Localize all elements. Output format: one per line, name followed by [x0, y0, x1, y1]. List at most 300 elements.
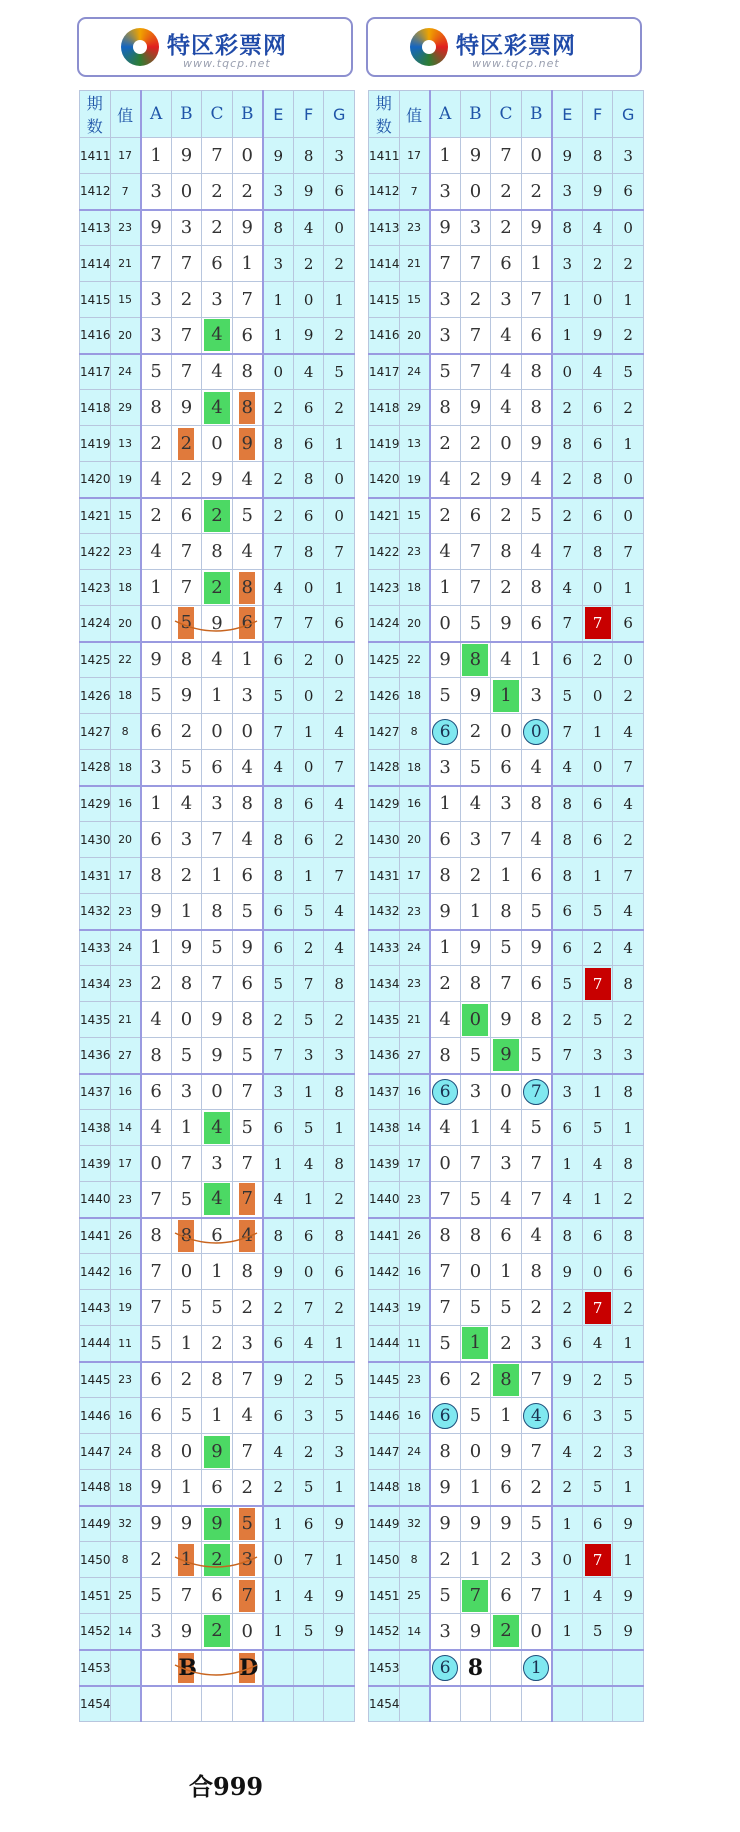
table-row [80, 714, 355, 750]
digit-value: 4 [241, 829, 253, 850]
extra-digit-value: 2 [562, 470, 573, 489]
extra-digit-cell [613, 1686, 644, 1722]
extra-digit-cell [263, 210, 294, 246]
extra-digit-value: 1 [273, 1514, 284, 1533]
extra-digit-value: 1 [623, 1118, 633, 1137]
digit-value: 1 [439, 145, 451, 166]
digit-cell [232, 210, 263, 246]
extra-digit-value: 7 [562, 1046, 573, 1065]
extra-digit-cell [324, 174, 355, 210]
sum-value-cell: 15 [399, 498, 430, 534]
extra-digit-cell [263, 354, 294, 390]
digit-cell [491, 282, 522, 318]
extra-digit-value: 6 [334, 1262, 344, 1281]
digit-value: 3 [241, 1332, 253, 1354]
extra-digit-value: 1 [623, 290, 633, 309]
extra-digit-cell [613, 1614, 644, 1650]
digit-cell [202, 1578, 233, 1614]
extra-digit-cell [552, 1506, 583, 1542]
digit-cell [430, 1254, 461, 1290]
extra-digit-cell [552, 498, 583, 534]
digit-value: 2 [530, 180, 542, 202]
digit-cell [171, 246, 202, 282]
extra-digit-value: 7 [334, 758, 344, 777]
digit-cell [202, 894, 233, 930]
digit-cell [141, 210, 172, 246]
extra-digit-cell [324, 858, 355, 894]
digit-value: 3 [211, 1153, 223, 1174]
table-row [369, 1002, 644, 1038]
extra-digit-value: 2 [334, 1298, 344, 1317]
sum-value-cell: 25 [399, 1578, 430, 1614]
digit-cell [460, 318, 491, 354]
extra-digit-value: 0 [303, 686, 314, 705]
table-row [80, 1470, 355, 1506]
table-row [369, 174, 644, 210]
digit-value: 2 [241, 1476, 253, 1498]
digit-value: 2 [211, 217, 223, 239]
digit-value: 6 [530, 612, 542, 634]
extra-digit-cell [293, 390, 324, 426]
digit-value: 9 [211, 612, 223, 634]
orange-highlight-digit: 8 [178, 1220, 194, 1252]
extra-digit-cell [263, 426, 294, 462]
table-row [369, 1578, 644, 1614]
extra-digit-value: 9 [334, 1514, 344, 1533]
period-cell: 1431 [369, 858, 400, 894]
sum-value-cell: 26 [399, 1218, 430, 1254]
sum-value-cell: 20 [399, 318, 430, 354]
extra-digit-value: 1 [592, 1082, 603, 1101]
extra-digit-cell [613, 1470, 644, 1506]
extra-digit-value: 4 [562, 578, 573, 597]
digit-cell [491, 174, 522, 210]
digit-cell [460, 1506, 491, 1542]
digit-value: 2 [500, 1549, 512, 1570]
digit-cell [202, 1038, 233, 1074]
digit-value: 7 [469, 541, 482, 562]
digit-value: 9 [469, 685, 482, 706]
digit-cell [521, 1218, 552, 1254]
digit-cell [232, 1614, 263, 1650]
extra-digit-cell [613, 1254, 644, 1290]
table-row [369, 822, 644, 858]
site-logo-banner [77, 17, 353, 77]
site-logo-name: 特区彩票网 [456, 33, 576, 59]
extra-digit-cell [263, 642, 294, 678]
digit-cell [460, 426, 491, 462]
extra-digit-value: 9 [273, 146, 284, 165]
digit-cell [521, 822, 552, 858]
digit-cell [521, 1074, 552, 1110]
extra-digit-cell [293, 642, 324, 678]
extra-digit-value: 5 [562, 686, 573, 705]
extra-digit-cell [324, 1650, 355, 1686]
table-row [80, 1146, 355, 1182]
extra-digit-cell [582, 678, 613, 714]
sum-value-cell: 27 [399, 1038, 430, 1074]
digit-cell [491, 1074, 522, 1110]
digit-value: 1 [211, 1261, 223, 1282]
extra-digit-cell [582, 1290, 613, 1326]
period-cell: 1440 [369, 1182, 400, 1218]
extra-digit-cell [582, 426, 613, 462]
extra-digit-value: 2 [273, 506, 284, 525]
sum-value-cell: 26 [110, 1218, 141, 1254]
extra-digit-cell [324, 1146, 355, 1182]
table-row [80, 642, 355, 678]
extra-digit-value: 3 [273, 1082, 284, 1101]
period-cell: 1423 [80, 570, 111, 606]
period-cell: 1453 [80, 1650, 111, 1686]
extra-digit-value: 1 [334, 290, 344, 309]
digit-cell [202, 786, 233, 822]
extra-digit-value: 2 [592, 1442, 603, 1461]
column-header: B [521, 91, 552, 138]
digit-value: 3 [500, 1153, 512, 1174]
extra-digit-cell [263, 1614, 294, 1650]
extra-digit-value: 3 [334, 1442, 344, 1461]
digit-cell [232, 1218, 263, 1254]
extra-digit-cell [324, 1074, 355, 1110]
digit-value: 8 [241, 361, 253, 383]
digit-cell [202, 1254, 233, 1290]
orange-highlight-digit: 2 [178, 428, 194, 460]
digit-value: 5 [469, 1044, 482, 1066]
digit-cell [430, 390, 461, 426]
digit-cell [141, 966, 172, 1002]
digit-value: 2 [469, 865, 482, 886]
extra-digit-value: 4 [623, 722, 633, 741]
digit-value: 6 [530, 865, 542, 886]
digit-value: 9 [150, 900, 162, 922]
extra-digit-cell [293, 1614, 324, 1650]
future-row [369, 1686, 644, 1722]
table-row [369, 930, 644, 966]
digit-cell [430, 462, 461, 498]
digit-cell [521, 174, 552, 210]
extra-digit-value: 8 [592, 542, 603, 561]
extra-digit-cell [263, 1038, 294, 1074]
swirl-logo-icon [121, 28, 159, 66]
sum-value-cell: 18 [399, 678, 430, 714]
digit-cell [141, 1542, 172, 1578]
extra-digit-cell [582, 606, 613, 642]
extra-digit-cell [293, 318, 324, 354]
digit-value: 2 [469, 433, 482, 454]
extra-digit-cell [293, 498, 324, 534]
digit-value: 6 [241, 865, 253, 886]
extra-digit-cell [324, 462, 355, 498]
extra-digit-value: 0 [592, 578, 603, 597]
sum-value-cell: 8 [110, 1542, 141, 1578]
extra-digit-cell [582, 1326, 613, 1362]
period-cell: 1426 [369, 678, 400, 714]
extra-digit-value: 2 [623, 1298, 633, 1317]
column-header: A [430, 91, 461, 138]
period-cell: 1411 [80, 138, 111, 174]
digit-cell [232, 1146, 263, 1182]
digit-cell [171, 750, 202, 786]
extra-digit-cell [263, 1218, 294, 1254]
extra-digit-value: 8 [623, 1226, 633, 1245]
sum-value-cell: 14 [110, 1614, 141, 1650]
extra-digit-value: 5 [303, 1622, 314, 1641]
digit-cell [171, 642, 202, 678]
digit-value: 6 [500, 253, 512, 274]
digit-value: 7 [469, 361, 482, 383]
extra-digit-value: 3 [623, 1442, 633, 1461]
extra-digit-value: 7 [623, 542, 633, 561]
extra-digit-cell [552, 1542, 583, 1578]
digit-value: 4 [530, 756, 542, 778]
sum-value-cell: 15 [399, 282, 430, 318]
digit-cell [491, 1182, 522, 1218]
digit-cell [430, 1434, 461, 1470]
extra-digit-cell [552, 1614, 583, 1650]
digit-cell [232, 426, 263, 462]
digit-cell [232, 138, 263, 174]
extra-digit-value: 1 [562, 1622, 573, 1641]
digit-cell [202, 138, 233, 174]
extra-digit-cell [263, 606, 294, 642]
extra-digit-value: 0 [623, 506, 633, 525]
digit-cell [141, 138, 172, 174]
extra-digit-cell [324, 1686, 355, 1722]
table-row [369, 534, 644, 570]
digit-value: 7 [241, 1081, 253, 1103]
digit-cell [202, 210, 233, 246]
digit-cell [430, 1614, 461, 1650]
extra-digit-cell [552, 354, 583, 390]
digit-value: 4 [500, 1117, 512, 1138]
digit-value: 9 [180, 685, 193, 706]
column-header: B [232, 91, 263, 138]
digit-value: 2 [180, 468, 193, 490]
extra-digit-value: 9 [623, 1514, 633, 1533]
digit-cell [460, 462, 491, 498]
extra-digit-value: 2 [562, 1478, 573, 1497]
digit-cell [202, 318, 233, 354]
digit-value: 4 [150, 1009, 162, 1030]
circled-digit: 6 [432, 1079, 458, 1105]
extra-digit-cell [613, 1002, 644, 1038]
extra-digit-cell [582, 642, 613, 678]
extra-digit-value: 0 [562, 362, 573, 381]
digit-cell [491, 678, 522, 714]
digit-value: 2 [180, 1369, 193, 1391]
prediction-note: 合999 [189, 1772, 264, 1801]
extra-digit-cell [613, 1650, 644, 1686]
extra-digit-cell [263, 1002, 294, 1038]
extra-digit-cell [582, 750, 613, 786]
digit-value: 3 [439, 324, 451, 346]
digit-cell [202, 606, 233, 642]
digit-cell [202, 282, 233, 318]
extra-digit-cell [613, 1326, 644, 1362]
extra-digit-cell [552, 462, 583, 498]
extra-digit-cell [582, 138, 613, 174]
extra-digit-cell [324, 1434, 355, 1470]
extra-digit-cell [293, 894, 324, 930]
extra-digit-cell [263, 1686, 294, 1722]
sum-value-cell: 23 [110, 966, 141, 1002]
digit-value: 2 [469, 289, 482, 310]
orange-highlight-digit: 9 [239, 428, 255, 460]
extra-digit-value: 8 [303, 470, 314, 489]
digit-cell [521, 426, 552, 462]
period-cell: 1424 [80, 606, 111, 642]
table-row [369, 390, 644, 426]
table-row [369, 246, 644, 282]
digit-cell [491, 426, 522, 462]
digit-value: 6 [500, 1225, 512, 1247]
period-cell: 1429 [369, 786, 400, 822]
digit-cell [202, 1218, 233, 1254]
extra-digit-value: 6 [592, 794, 603, 813]
extra-digit-cell [293, 246, 324, 282]
extra-digit-value: 7 [334, 866, 344, 885]
extra-digit-cell [582, 1506, 613, 1542]
extra-digit-cell [582, 570, 613, 606]
digit-cell [521, 1506, 552, 1542]
digit-cell [232, 1038, 263, 1074]
digit-value: 7 [150, 253, 162, 274]
digit-value: 5 [150, 361, 162, 383]
digit-value: 5 [500, 1297, 512, 1318]
digit-value: 4 [530, 541, 542, 562]
extra-digit-cell [582, 1218, 613, 1254]
table-row [80, 390, 355, 426]
column-header: G [613, 91, 644, 138]
sum-value-cell: 16 [110, 1398, 141, 1434]
digit-value: 7 [530, 1585, 542, 1606]
extra-digit-value: 8 [273, 434, 284, 453]
extra-digit-value: 3 [623, 1046, 633, 1065]
extra-digit-cell [324, 1542, 355, 1578]
extra-digit-cell [613, 1146, 644, 1182]
sum-value-cell: 17 [399, 1146, 430, 1182]
digit-cell [460, 1038, 491, 1074]
extra-digit-cell [613, 1218, 644, 1254]
digit-value: 6 [500, 1585, 512, 1606]
extra-digit-cell [324, 1578, 355, 1614]
digit-cell [460, 894, 491, 930]
digit-value: 1 [469, 1117, 482, 1138]
extra-digit-cell [293, 1542, 324, 1578]
digit-cell [171, 1686, 202, 1722]
table-row [369, 1218, 644, 1254]
extra-digit-cell [324, 1326, 355, 1362]
sum-value-cell: 18 [399, 570, 430, 606]
extra-digit-value: 1 [334, 578, 344, 597]
sum-value-cell: 19 [399, 462, 430, 498]
digit-cell [141, 1650, 172, 1686]
digit-value: 5 [530, 1513, 542, 1535]
period-cell: 1431 [80, 858, 111, 894]
period-cell: 1440 [80, 1182, 111, 1218]
digit-cell [491, 1110, 522, 1146]
extra-digit-value: 9 [334, 1622, 344, 1641]
extra-digit-value: 5 [273, 686, 284, 705]
table-row [369, 282, 644, 318]
table-row [369, 1290, 644, 1326]
digit-cell [202, 462, 233, 498]
extra-digit-value: 1 [562, 326, 573, 345]
extra-digit-cell [582, 822, 613, 858]
extra-digit-cell [582, 1470, 613, 1506]
table-row [80, 822, 355, 858]
extra-digit-cell [324, 714, 355, 750]
table-row [369, 426, 644, 462]
digit-cell [171, 1506, 202, 1542]
digit-cell [460, 174, 491, 210]
extra-digit-value: 6 [562, 650, 573, 669]
extra-digit-cell [613, 642, 644, 678]
extra-digit-value: 0 [303, 578, 314, 597]
extra-digit-cell [293, 1290, 324, 1326]
extra-digit-cell [263, 930, 294, 966]
digit-cell [430, 1506, 461, 1542]
extra-digit-cell [293, 1002, 324, 1038]
period-cell: 1434 [80, 966, 111, 1002]
digit-cell [232, 498, 263, 534]
extra-digit-value: 9 [334, 1586, 344, 1605]
table-row [80, 1218, 355, 1254]
table-row [369, 318, 644, 354]
digit-cell [430, 750, 461, 786]
extra-digit-cell [582, 1074, 613, 1110]
orange-highlight-digit: 7 [239, 1183, 255, 1215]
digit-value: 8 [530, 1261, 542, 1282]
extra-digit-value: 5 [592, 902, 603, 921]
extra-digit-cell [552, 534, 583, 570]
extra-digit-cell [263, 1326, 294, 1362]
digit-value: 6 [150, 1081, 162, 1103]
digit-value: 3 [439, 1620, 451, 1642]
extra-digit-cell [552, 210, 583, 246]
digit-value: 3 [150, 180, 162, 202]
digit-cell [521, 1542, 552, 1578]
extra-digit-cell [263, 1578, 294, 1614]
digit-cell [491, 930, 522, 966]
digit-cell [460, 966, 491, 1002]
period-cell: 1417 [369, 354, 400, 390]
sum-value-cell: 16 [399, 1074, 430, 1110]
digit-cell [171, 210, 202, 246]
extra-digit-value: 2 [592, 650, 603, 669]
digit-cell [171, 390, 202, 426]
extra-digit-value: 4 [334, 722, 344, 741]
digit-value: 4 [150, 1117, 162, 1138]
digit-cell [460, 1362, 491, 1398]
digit-cell [521, 570, 552, 606]
digit-cell [141, 1362, 172, 1398]
digit-value: 9 [180, 1513, 193, 1535]
extra-digit-value: 2 [334, 1010, 344, 1029]
digit-value: 4 [530, 829, 542, 850]
digit-cell [171, 570, 202, 606]
digit-value: 8 [530, 361, 542, 383]
digit-cell [202, 246, 233, 282]
table-row [80, 1002, 355, 1038]
table-row [80, 1110, 355, 1146]
digit-cell [460, 1614, 491, 1650]
digit-value: 7 [180, 1585, 193, 1606]
table-row [369, 858, 644, 894]
digit-value: 4 [211, 361, 223, 383]
table-row [80, 282, 355, 318]
